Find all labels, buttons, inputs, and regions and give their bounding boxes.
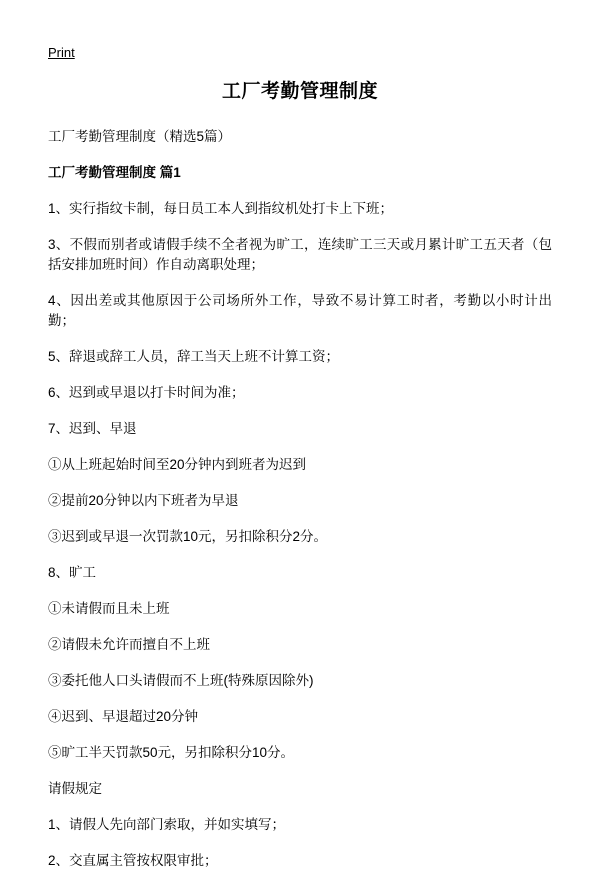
document-paragraph: ⑤旷工半天罚款50元，另扣除积分10分。 xyxy=(48,745,295,760)
document-paragraph: 2、交直属主管按权限审批； xyxy=(48,853,218,868)
print-button[interactable]: Print xyxy=(48,45,75,60)
document-subtitle: 工厂考勤管理制度（精选5篇） xyxy=(48,129,232,144)
document-paragraph: 7、迟到、早退 xyxy=(48,421,137,436)
document-paragraph: ①从上班起始时间至20分钟内到班者为迟到 xyxy=(48,457,307,472)
document-paragraph: ②请假未允许而擅自不上班 xyxy=(48,637,210,652)
document-paragraph: ②提前20分钟以内下班者为早退 xyxy=(48,493,239,508)
document-paragraph: 6、迟到或早退以打卡时间为准； xyxy=(48,385,245,400)
page-title: 工厂考勤管理制度 xyxy=(221,81,378,102)
document-paragraph: 1、请假人先向部门索取，并如实填写； xyxy=(48,817,286,832)
document-paragraph: ④迟到、早退超过20分钟 xyxy=(48,709,199,724)
document-paragraph: ③委托他人口头请假而不上班(特殊原因除外) xyxy=(48,673,314,688)
section-heading: 工厂考勤管理制度 篇1 xyxy=(48,165,181,180)
document-paragraph: ①未请假而且未上班 xyxy=(48,601,170,616)
document-paragraph: 5、辞退或辞工人员，辞工当天上班不计算工资； xyxy=(48,349,340,364)
document-paragraph: 1、实行指纹卡制，每日员工本人到指纹机处打卡上下班； xyxy=(48,201,394,216)
document-paragraph: 3、不假而别者或请假手续不全者视为旷工，连续旷工三天或月累计旷工五天者（包括安排加班时间）作自动离职处理； xyxy=(48,237,552,272)
document-paragraph: 8、旷工 xyxy=(48,565,97,580)
document-paragraph: 请假规定 xyxy=(48,781,102,796)
document-paragraph: 4、因出差或其他原因于公司场所外工作，导致不易计算工时者，考勤以小时计出勤； xyxy=(48,293,552,328)
document-paragraph: ③迟到或早退一次罚款10元，另扣除积分2分。 xyxy=(48,529,328,544)
